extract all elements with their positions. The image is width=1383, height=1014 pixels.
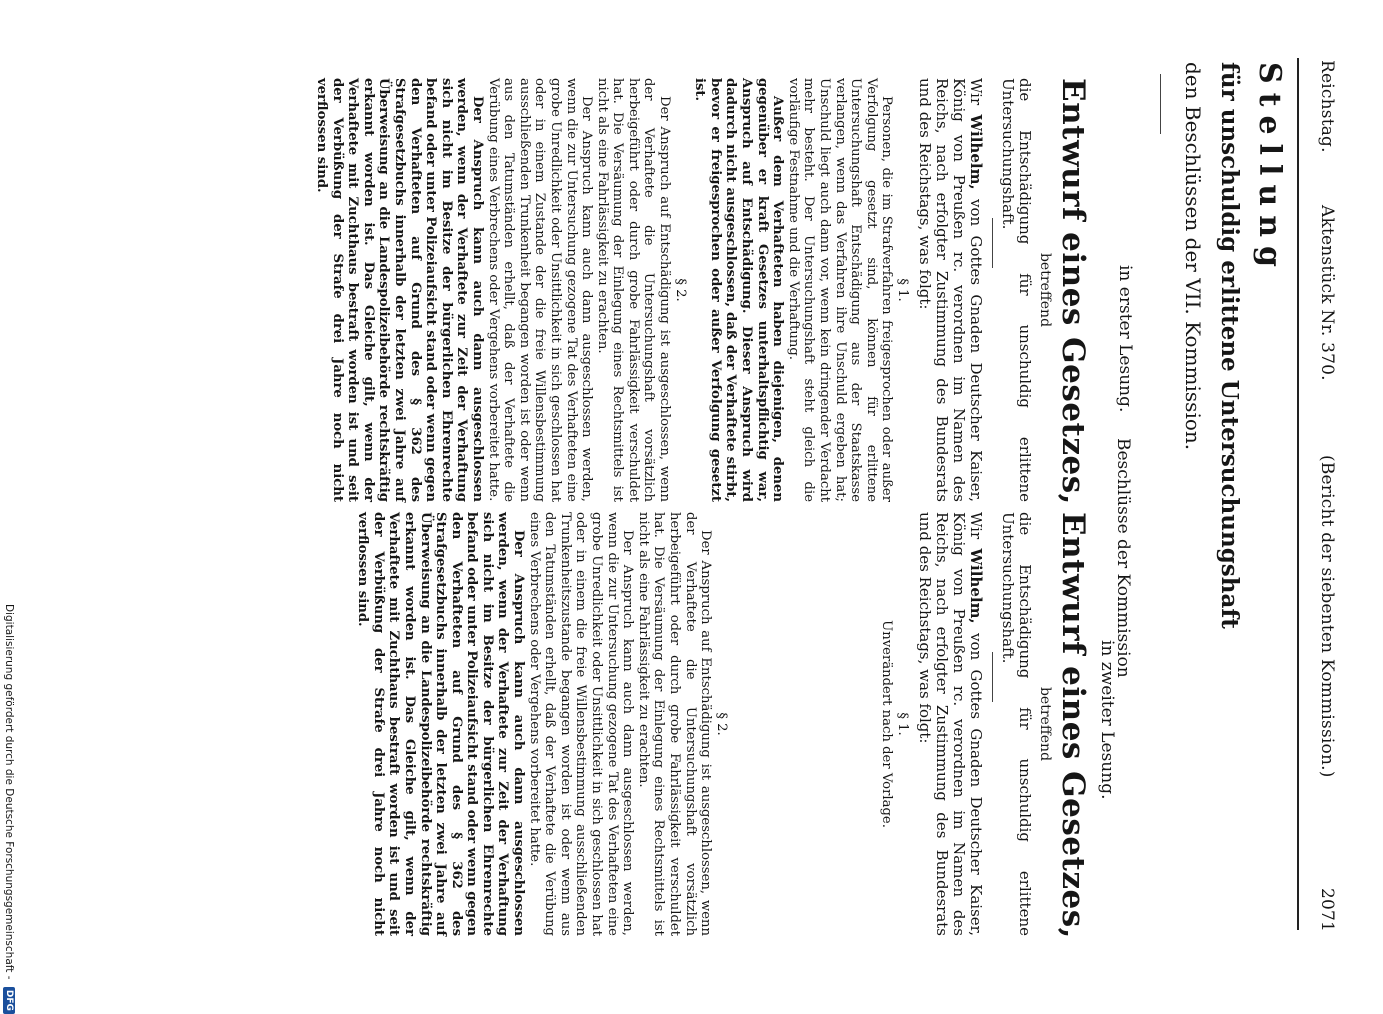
left-preamble [916, 78, 984, 502]
right-preamble [916, 512, 984, 936]
left-section-1-text-2: Außer dem Verhafteten haben diejenigen, denen gegenüber er kraft Gesetzes unterhaltspflichtig war, Anspruch auf Entschädigung. Dieser Anspruch wird dadurch nicht ausgeschlossen, daß der Verhaftete stirbt, bevor er freigesprochen oder außer Verfolgung gesetzt ist. [692, 78, 786, 502]
header-report: (Bericht der siebenten Kommission.) [1317, 455, 1337, 778]
middle-column-head: Beschlüsse der Kommission [1113, 438, 1133, 678]
right-section-2-text: Der Anspruch auf Entschädigung ist ausgeschlossen, wenn der Verhaftete die Untersuchungshaft vorsätzlich herbeigeführt oder durch grobe Fahrlässigkeit verschuldet hat. Die Versäumung der Einlegung eines Rechtsmittels ist nicht als eine Fahrlässigkeit zu erachten. [635, 512, 714, 936]
header-rule [1297, 58, 1299, 930]
left-body [313, 78, 910, 502]
page-subtitle: für unschuldig erlittene Untersuchungshaft [1216, 62, 1243, 629]
right-column-head: in zweiter Lesung. [1097, 640, 1117, 800]
right-preamble-start: Wir [967, 512, 985, 540]
right-entwurf-title: Entwurf eines Gesetzes, [1055, 512, 1091, 939]
right-preamble-name: Wilhelm, [967, 548, 985, 624]
right-section-2-text-3: Der Anspruch kann auch dann ausgeschlossen werden, wenn der Verhaftete zur Zeit der Verhaftung sich nicht im Besitze der bürgerlichen Ehrenrechte befand oder unter Polizeiaufsicht stand oder wenn gegen den Verhafteten auf Grund des § 362 des Strafgesetzbuchs innerhalb der letzten zwei Jahre auf Überweisung an die Landespolizeibehörde rechtskräftig erkannt worden ist. Das Gleiche gilt, wenn der Verhaftete mit Zuchthaus bestraft worden ist und seit der Verbüßung der Strafe drei Jahre noch nicht verflossen sind. [355, 512, 527, 936]
left-section-1-text: Personen, die im Strafverfahren freigesprochen oder außer Verfolgung gesetzt sind, können für erlittene Untersuchungshaft Entschädigung aus der Staatskasse verlangen, wenn das Verfahren ihre Unschuld ergeben hat; Unschuld liegt auch dann vor, wenn kein dringender Verdacht mehr besteht. Der Untersuchungshaft steht gleich die vorläufige Festnahme und die Verhaftung. [785, 78, 895, 502]
left-entwurf-title: Entwurf eines Gesetzes, [1055, 78, 1091, 505]
header-doc-number: Aktenstück Nr. 370. [1317, 205, 1337, 381]
right-betreffend: betreffend [1037, 686, 1053, 762]
right-section-1-heading: § 1. [895, 712, 910, 736]
left-column-head: in erster Lesung. [1115, 265, 1135, 413]
left-preamble-rest: von Gottes Gnaden Deutscher Kaiser, König von Preußen rc. verordnen im Namen des Reichs, nach erfolgter Zustimmung des Bundesrats und des Reichstags, was folgt: [916, 78, 985, 502]
right-body [355, 512, 910, 936]
digitization-credit-text: Digitalisierung gefördert durch die Deutsche Forschungsgemeinschaft - [3, 604, 15, 980]
left-betreffend: betreffend [1037, 252, 1053, 328]
page-note: den Beschlüssen der VII. Kommission. [1181, 62, 1205, 451]
right-subject-rule [992, 652, 993, 702]
right-section-2-heading: § 2. [713, 712, 729, 736]
page-title: Stellung [1252, 62, 1287, 277]
title-rule [1160, 74, 1161, 134]
right-column [355, 512, 1091, 939]
left-section-2-text-3: Der Anspruch kann auch dann ausgeschlossen werden, wenn der Verhaftete zur Zeit der Verhaftung sich nicht im Besitze der bürgerlichen Ehrenrechte befand oder unter Polizeiaufsicht stand oder wenn gegen den Verhafteten auf Grund des § 362 des Strafgesetzbuchs innerhalb der letzten zwei Jahre auf Überweisung an die Landespolizeibehörde rechtskräftig erkannt worden ist. Das Gleiche gilt, wenn der Verhaftete mit Zuchthaus bestraft worden ist und seit der Verbüßung der Strafe drei Jahre noch nicht verflossen sind. [314, 78, 485, 502]
left-subject: die Entschädigung für unschuldig erlittene Untersuchungshaft. [999, 78, 1034, 502]
header-session: Reichstag. [1317, 60, 1337, 153]
left-subject-rule [992, 218, 993, 268]
left-section-2-heading: § 2. [672, 278, 688, 302]
header-page-number: 2071 [1317, 888, 1337, 933]
right-section-1-text: Unverändert nach der Vorlage. [879, 620, 895, 828]
right-section-2-text-2: Der Anspruch kann auch dann ausgeschlossen werden, wenn die zur Untersuchung gezogene Tat des Verhafteten eine grobe Unredlichkeit oder Unsittlichkeit in sich geschlossen hat oder in einem die freie Willensbestimmung ausschließenden Trunkenheitszustande begangen worden ist oder wenn aus den Tatumständen erhellt, daß der Verhaftete die Verübung eines Verbrechens oder Vergehens vorbereitet hatte. [526, 512, 636, 936]
right-preamble-rest: von Gottes Gnaden Deutscher Kaiser, König von Preußen rc. verordnen im Namen des Reichs, nach erfolgter Zustimmung des Bundesrats und des Reichstags, was folgt: [916, 512, 985, 936]
left-preamble-name: Wilhelm, [967, 114, 985, 190]
left-preamble-start: Wir [967, 78, 985, 106]
digitization-credit [3, 604, 15, 1014]
left-section-2-text: Der Anspruch auf Entschädigung ist ausgeschlossen, wenn der Verhaftete die Untersuchungshaft vorsätzlich herbeigeführt oder durch grobe Fahrlässigkeit verschuldet hat. Die Versäumung der Einlegung eines Rechtsmittels ist nicht als eine Fahrlässigkeit zu erachten. [594, 78, 673, 502]
left-section-1-heading: § 1. [895, 278, 910, 302]
left-section-2-text-2: Der Anspruch kann auch dann ausgeschlossen werden, wenn die zur Untersuchung gezogene Tat des Verhafteten eine grobe Unredlichkeit oder Unsittlichkeit in sich geschlossen hat oder in einem Zustande der die freie Willensbestimmung ausschließenden Trunkenheit begangen worden ist oder wenn aus den Tatumständen erhellt, daß der Verhaftete die Verübung eines Verbrechens oder Vergehens vorbereitet hatte. [485, 78, 595, 502]
left-column [313, 78, 1091, 505]
right-subject: die Entschädigung für unschuldig erlittene Untersuchungshaft. [999, 512, 1034, 936]
dfg-logo: DFG [3, 987, 15, 1014]
